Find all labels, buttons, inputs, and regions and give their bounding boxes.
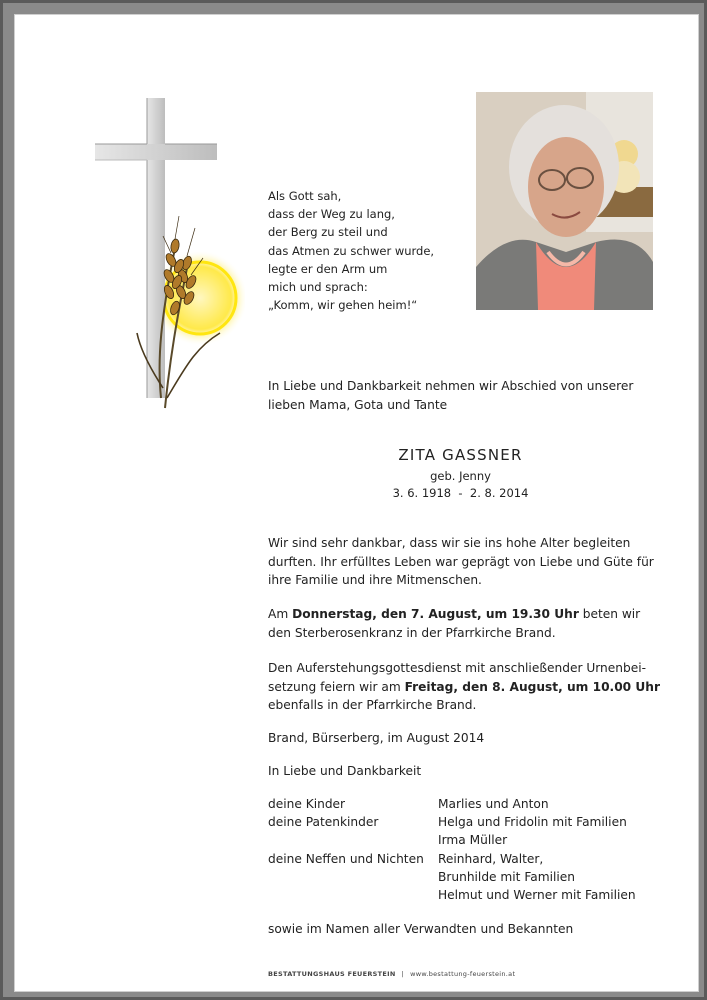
service-date: Freitag, den 8. August, um 10.00 Uhr <box>404 679 660 694</box>
place-date: Brand, Bürserberg, im August 2014 <box>268 731 485 745</box>
closing-line: In Liebe und Dankbarkeit <box>268 764 422 778</box>
relative-names: Helga und Fridolin mit Familien <box>438 815 627 830</box>
life-dates: 3. 6. 1918 - 2. 8. 2014 <box>392 486 529 500</box>
footer-separator: | <box>401 970 405 978</box>
deceased-block <box>268 445 653 502</box>
poem-line: das Atmen zu schwer wurde, <box>268 243 435 258</box>
maiden-name: geb. Jenny <box>430 469 491 483</box>
service-text-pre: setzung feiern wir am <box>268 679 405 694</box>
poem-line: der Berg zu steil und <box>268 225 388 240</box>
rosary-paragraph <box>268 605 663 642</box>
deceased-name: ZITA GASSNER <box>398 446 523 464</box>
gratitude-paragraph: Wir sind sehr dankbar, dass wir sie ins hohe Alter begleiten durften. Ihr erfülltes Leben war geprägt von Liebe und Güte für ihre Familie und ihre Mitmenschen. <box>268 536 654 587</box>
footer-firm: BESTATTUNGSHAUS FEUERSTEIN <box>268 970 396 978</box>
portrait-photo <box>476 92 653 310</box>
relative-names: Helmut und Werner mit Familien <box>438 887 636 902</box>
poem-line: „Komm, wir gehen heim!“ <box>268 298 418 313</box>
poem-line: mich und sprach: <box>268 280 368 295</box>
footer <box>268 970 515 978</box>
page-frame <box>3 3 704 997</box>
relative-role: deine Neffen und Nichten <box>268 851 424 866</box>
service-line: Den Auferstehungsgottesdienst mit anschließender Urnenbei- <box>268 661 647 675</box>
relative-role: deine Kinder <box>268 797 346 811</box>
intro-text: In Liebe und Dankbarkeit nehmen wir Abschied von unserer lieben Mama, Gota und Tante <box>268 379 634 412</box>
relative-names: Reinhard, Walter, <box>438 851 544 866</box>
cross-with-wheat-and-sun-icon <box>95 98 245 418</box>
poem <box>268 187 434 314</box>
rosary-date: Donnerstag, den 7. August, um 19.30 Uhr <box>292 607 579 621</box>
poem-line: legte er den Arm um <box>268 261 388 276</box>
footer-website-link[interactable]: www.bestattung-feuerstein.at <box>410 970 516 978</box>
rosary-text-post: beten wir den Sterberosenkranz in der Pfarrkirche Brand. <box>268 607 641 640</box>
service-text-post: ebenfalls in der Pfarrkirche Brand. <box>268 698 477 712</box>
poem-line: dass der Weg zu lang, <box>268 207 395 222</box>
final-line: sowie im Namen aller Verwandten und Bekannten <box>268 922 574 936</box>
relative-names: Brunhilde mit Familien <box>438 869 575 884</box>
obituary-page <box>14 14 699 992</box>
poem-line: Als Gott sah, <box>268 189 342 203</box>
relative-names: Irma Müller <box>438 833 508 848</box>
service-paragraph <box>268 659 663 715</box>
rosary-text-pre: Am <box>268 607 293 621</box>
relative-names: Marlies und Anton <box>438 797 549 811</box>
relative-role: deine Patenkinder <box>268 815 379 830</box>
